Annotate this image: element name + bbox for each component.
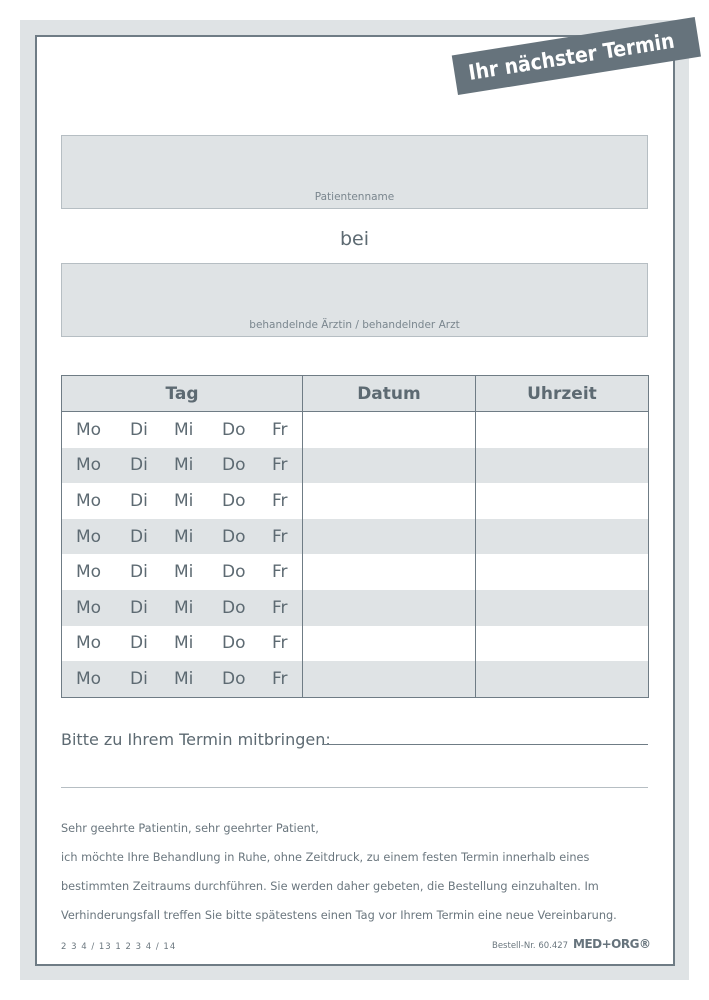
bring-line[interactable] — [322, 744, 648, 745]
day-option[interactable]: Do — [222, 419, 246, 440]
day-option[interactable]: Di — [130, 633, 148, 654]
day-option[interactable]: Di — [130, 597, 148, 618]
date-cell[interactable] — [303, 412, 476, 448]
date-cell[interactable] — [303, 626, 476, 662]
date-cell[interactable] — [303, 590, 476, 626]
table-row — [62, 590, 649, 626]
day-option[interactable]: Di — [130, 668, 148, 689]
table-row — [62, 661, 649, 697]
day-option[interactable]: Fr — [272, 633, 288, 654]
table-row — [62, 626, 649, 662]
time-cell[interactable] — [475, 661, 648, 697]
date-cell[interactable] — [303, 554, 476, 590]
bring-label: Bitte zu Ihrem Termin mitbringen: — [61, 730, 331, 749]
time-cell[interactable] — [475, 626, 648, 662]
day-cell — [62, 590, 303, 626]
time-cell[interactable] — [475, 554, 648, 590]
day-option[interactable]: Mo — [76, 490, 102, 511]
day-option[interactable]: Mi — [174, 455, 194, 476]
date-cell[interactable] — [303, 483, 476, 519]
note-line-1: ich möchte Ihre Behandlung in Ruhe, ohne Zeitdruck, zu einem festen Termin innerhalb eines — [61, 851, 590, 864]
doctor-field[interactable] — [61, 263, 648, 337]
day-option[interactable]: Mo — [76, 668, 102, 689]
day-option[interactable]: Mo — [76, 455, 102, 476]
date-cell[interactable] — [303, 519, 476, 555]
day-cell — [62, 448, 303, 484]
day-option[interactable]: Mo — [76, 597, 102, 618]
note-line-2: bestimmten Zeitraums durchführen. Sie werden daher gebeten, die Bestellung einzuhalten. Im — [61, 880, 599, 893]
table-row — [62, 448, 649, 484]
day-option[interactable]: Do — [222, 633, 246, 654]
table-row — [62, 412, 649, 448]
day-option[interactable]: Fr — [272, 597, 288, 618]
day-option[interactable]: Mo — [76, 562, 102, 583]
day-option[interactable]: Fr — [272, 526, 288, 547]
day-option[interactable]: Mi — [174, 633, 194, 654]
day-option[interactable]: Do — [222, 668, 246, 689]
time-cell[interactable] — [475, 590, 648, 626]
day-cell — [62, 554, 303, 590]
day-option[interactable]: Mi — [174, 562, 194, 583]
day-cell — [62, 483, 303, 519]
day-option[interactable]: Fr — [272, 419, 288, 440]
day-option[interactable]: Do — [222, 562, 246, 583]
appointment-table — [61, 375, 649, 698]
doctor-field-label: behandelnde Ärztin / behandelnder Arzt — [249, 319, 460, 331]
time-cell[interactable] — [475, 412, 648, 448]
day-option[interactable]: Fr — [272, 668, 288, 689]
header-tag: Tag — [62, 376, 303, 412]
date-cell[interactable] — [303, 448, 476, 484]
day-option[interactable]: Di — [130, 419, 148, 440]
time-cell[interactable] — [475, 519, 648, 555]
day-option[interactable]: Di — [130, 455, 148, 476]
time-cell[interactable] — [475, 448, 648, 484]
day-option[interactable]: Di — [130, 526, 148, 547]
table-row — [62, 519, 649, 555]
day-cell — [62, 661, 303, 697]
day-option[interactable]: Do — [222, 597, 246, 618]
header-uhrzeit: Uhrzeit — [475, 376, 648, 412]
brand-logo: MED+ORG® — [573, 937, 651, 951]
print-code: 2 3 4 / 13 1 2 3 4 / 14 — [61, 942, 177, 952]
bring-line-2[interactable] — [61, 787, 648, 788]
day-cell — [62, 626, 303, 662]
day-option[interactable]: Di — [130, 562, 148, 583]
day-option[interactable]: Mo — [76, 526, 102, 547]
day-option[interactable]: Do — [222, 490, 246, 511]
day-option[interactable]: Fr — [272, 490, 288, 511]
banner-next-appointment: Ihr nächster Termin — [452, 17, 701, 95]
day-option[interactable]: Mi — [174, 419, 194, 440]
patient-name-label: Patientenname — [314, 191, 395, 203]
table-row — [62, 554, 649, 590]
day-option[interactable]: Mo — [76, 633, 102, 654]
bei-label: bei — [339, 228, 370, 250]
day-option[interactable]: Do — [222, 455, 246, 476]
day-cell — [62, 519, 303, 555]
day-option[interactable]: Di — [130, 490, 148, 511]
day-option[interactable]: Mi — [174, 597, 194, 618]
patient-name-field[interactable] — [61, 135, 648, 209]
day-option[interactable]: Mi — [174, 668, 194, 689]
day-option[interactable]: Fr — [272, 562, 288, 583]
day-option[interactable]: Mo — [76, 419, 102, 440]
table-row — [62, 483, 649, 519]
date-cell[interactable] — [303, 661, 476, 697]
time-cell[interactable] — [475, 483, 648, 519]
day-option[interactable]: Mi — [174, 526, 194, 547]
day-option[interactable]: Do — [222, 526, 246, 547]
day-cell — [62, 412, 303, 448]
note-greeting: Sehr geehrte Patientin, sehr geehrter Patient, — [61, 822, 319, 835]
note-line-3: Verhinderungsfall treffen Sie bitte spätestens einen Tag vor Ihrem Termin eine neue Vereinbarung. — [61, 909, 617, 922]
day-option[interactable]: Mi — [174, 490, 194, 511]
header-datum: Datum — [303, 376, 476, 412]
day-option[interactable]: Fr — [272, 455, 288, 476]
order-number: Bestell-Nr. 60.427 — [492, 941, 569, 951]
